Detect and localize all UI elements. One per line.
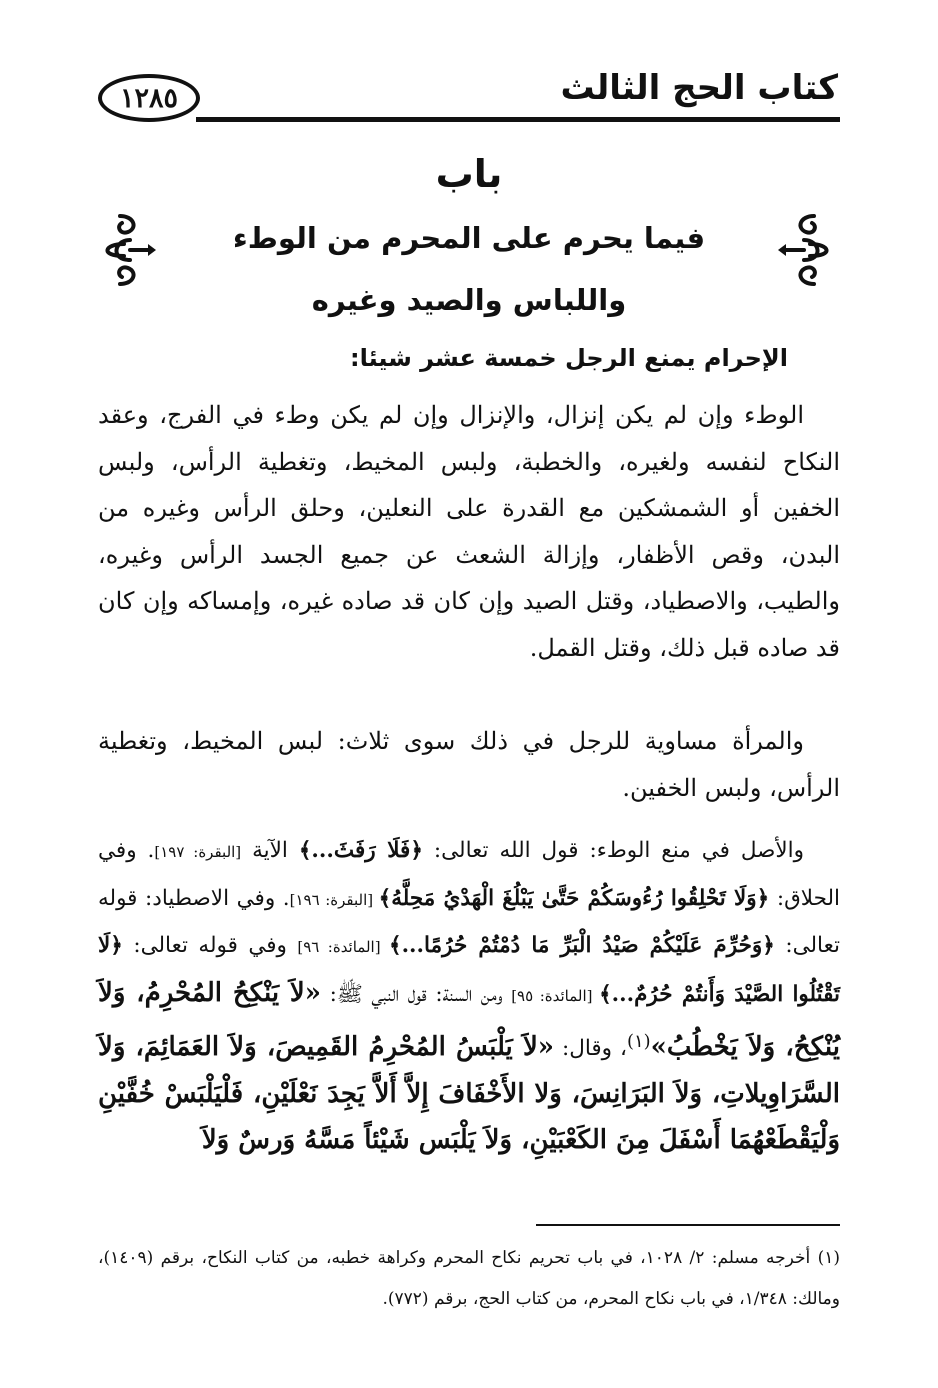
footnote-separator <box>536 1224 840 1226</box>
text-run: ، وقال: <box>554 1036 627 1062</box>
text-run: . وفي الاصطياد: قوله تعالى: <box>98 885 840 958</box>
page-number-badge <box>98 74 200 122</box>
quran-verse: ﴿فَلَا رَفَثَ...﴾ <box>298 838 423 863</box>
verse-reference: [البقرة: ١٩٦] <box>289 890 379 909</box>
quran-verse: ﴿وَلَا تَحْلِقُوا رُءُوسَكُمْ حَتَّىٰ يَبْلُغَ الْهَدْيُ مَحِلَّهُ﴾ <box>378 885 770 911</box>
chapter-title-line-2: واللباس والصيد وغيره <box>311 283 627 317</box>
paragraph-text: الوطء وإن لم يكن إنزال، والإنزال وإن لم يكن وطء في الفرج، وعقد النكاح لنفسه ولغيره، والخطبة، ولبس المخيط، وتغطية الرأس، ولبس الخفين أو الشمشكين مع القدرة على النعلين، وحلق الرأس وغيره من البدن، وقص الأظفار، وإزالة الشعث عن جميع الجسد الرأس وغيره، والطيب، والاصطياد، وقتل الصيد وإن كان قد صاده غيره، وإمساكه وإن كان قد صاده قبل ذلك، وقتل القمل. <box>98 401 841 662</box>
paragraph-evidence <box>98 828 840 1165</box>
section-intro: الإحرام يمنع الرجل خمسة عشر شيئا: <box>349 344 788 372</box>
floral-ornament-icon <box>96 210 160 290</box>
verse-reference: [المائدة: ٩٦] <box>297 938 389 956</box>
footnote-marker[interactable]: (١) <box>626 1031 651 1052</box>
text-run: ومن السنة: قول النبي ﷺ: <box>320 981 512 1007</box>
text-run: والأصل في منع الوطء: قول الله تعالى: <box>422 838 804 863</box>
quran-verse: ﴿وَحُرِّمَ عَلَيْكُمْ صَيْدُ الْبَرِّ مَا دُمْتُمْ حُرُمًا...﴾ <box>388 933 775 958</box>
chapter-heading: باب <box>435 152 503 196</box>
verse-reference: [المائدة: ٩٥] <box>511 986 600 1005</box>
paragraph-prohibitions <box>98 392 840 671</box>
hadith-quote: «لاَ يَنْكِحُ المُحْرِمُ، وَلاَ يُنْكِحُ، وَلاَ يَخْطُبُ» <box>98 977 841 1063</box>
running-header-title: كتاب الحج الثالث <box>560 68 838 108</box>
quran-verse: ﴿لَا تَقْتُلُوا الصَّيْدَ وَأَنتُمْ حُرُمٌ...﴾ <box>98 933 840 1007</box>
verse-reference: [البقرة: ١٩٧] <box>154 843 242 861</box>
text-run: . وفي الحلاق: <box>98 838 840 911</box>
text-run: وفي قوله تعالى: <box>122 933 298 958</box>
floral-ornament-icon <box>774 210 838 290</box>
footnote: (١) أخرجه مسلم: ٢/ ١٠٢٨، في باب تحريم نكاح المحرم وكراهة خطبه، من كتاب النكاح، برقم (١٤٠٩)، ومالك: ١/٣٤٨، في باب نكاح المحرم، من كتاب الحج، برقم (٧٧٢). <box>98 1248 840 1309</box>
chapter-title-line-1: فيما يحرم على المحرم من الوطء <box>232 221 706 255</box>
text-run: الآية <box>241 838 299 863</box>
page-number: ١٢٨٥ <box>120 82 179 114</box>
paragraph-women <box>98 718 840 811</box>
hadith-quote: «لاَ يَلْبَسُ المُحْرِمُ القَمِيصَ، وَلاَ العَمَائِمَ، وَلاَ السَّرَاوِيلاتِ، وَلاَ البَرَانِسَ، وَلا الأَخْفَافَ إِلاَّ أَلاَّ يَجِدَ نَعْلَيْنِ، فَلْيَلْبَسْ خُفَّيْنِ وَلْيَقْطَعْهُمَا أَسْفَلَ مِنَ الكَعْبَيْنِ، وَلاَ يَلْبَس شَيْئاً مَسَّهُ وَرسٌ وَلاَ <box>98 1032 840 1156</box>
header-rule <box>196 117 840 122</box>
paragraph-text: والمرأة مساوية للرجل في ذلك سوى ثلاث: لبس المخيط، وتغطية الرأس، ولبس الخفين. <box>98 727 840 802</box>
